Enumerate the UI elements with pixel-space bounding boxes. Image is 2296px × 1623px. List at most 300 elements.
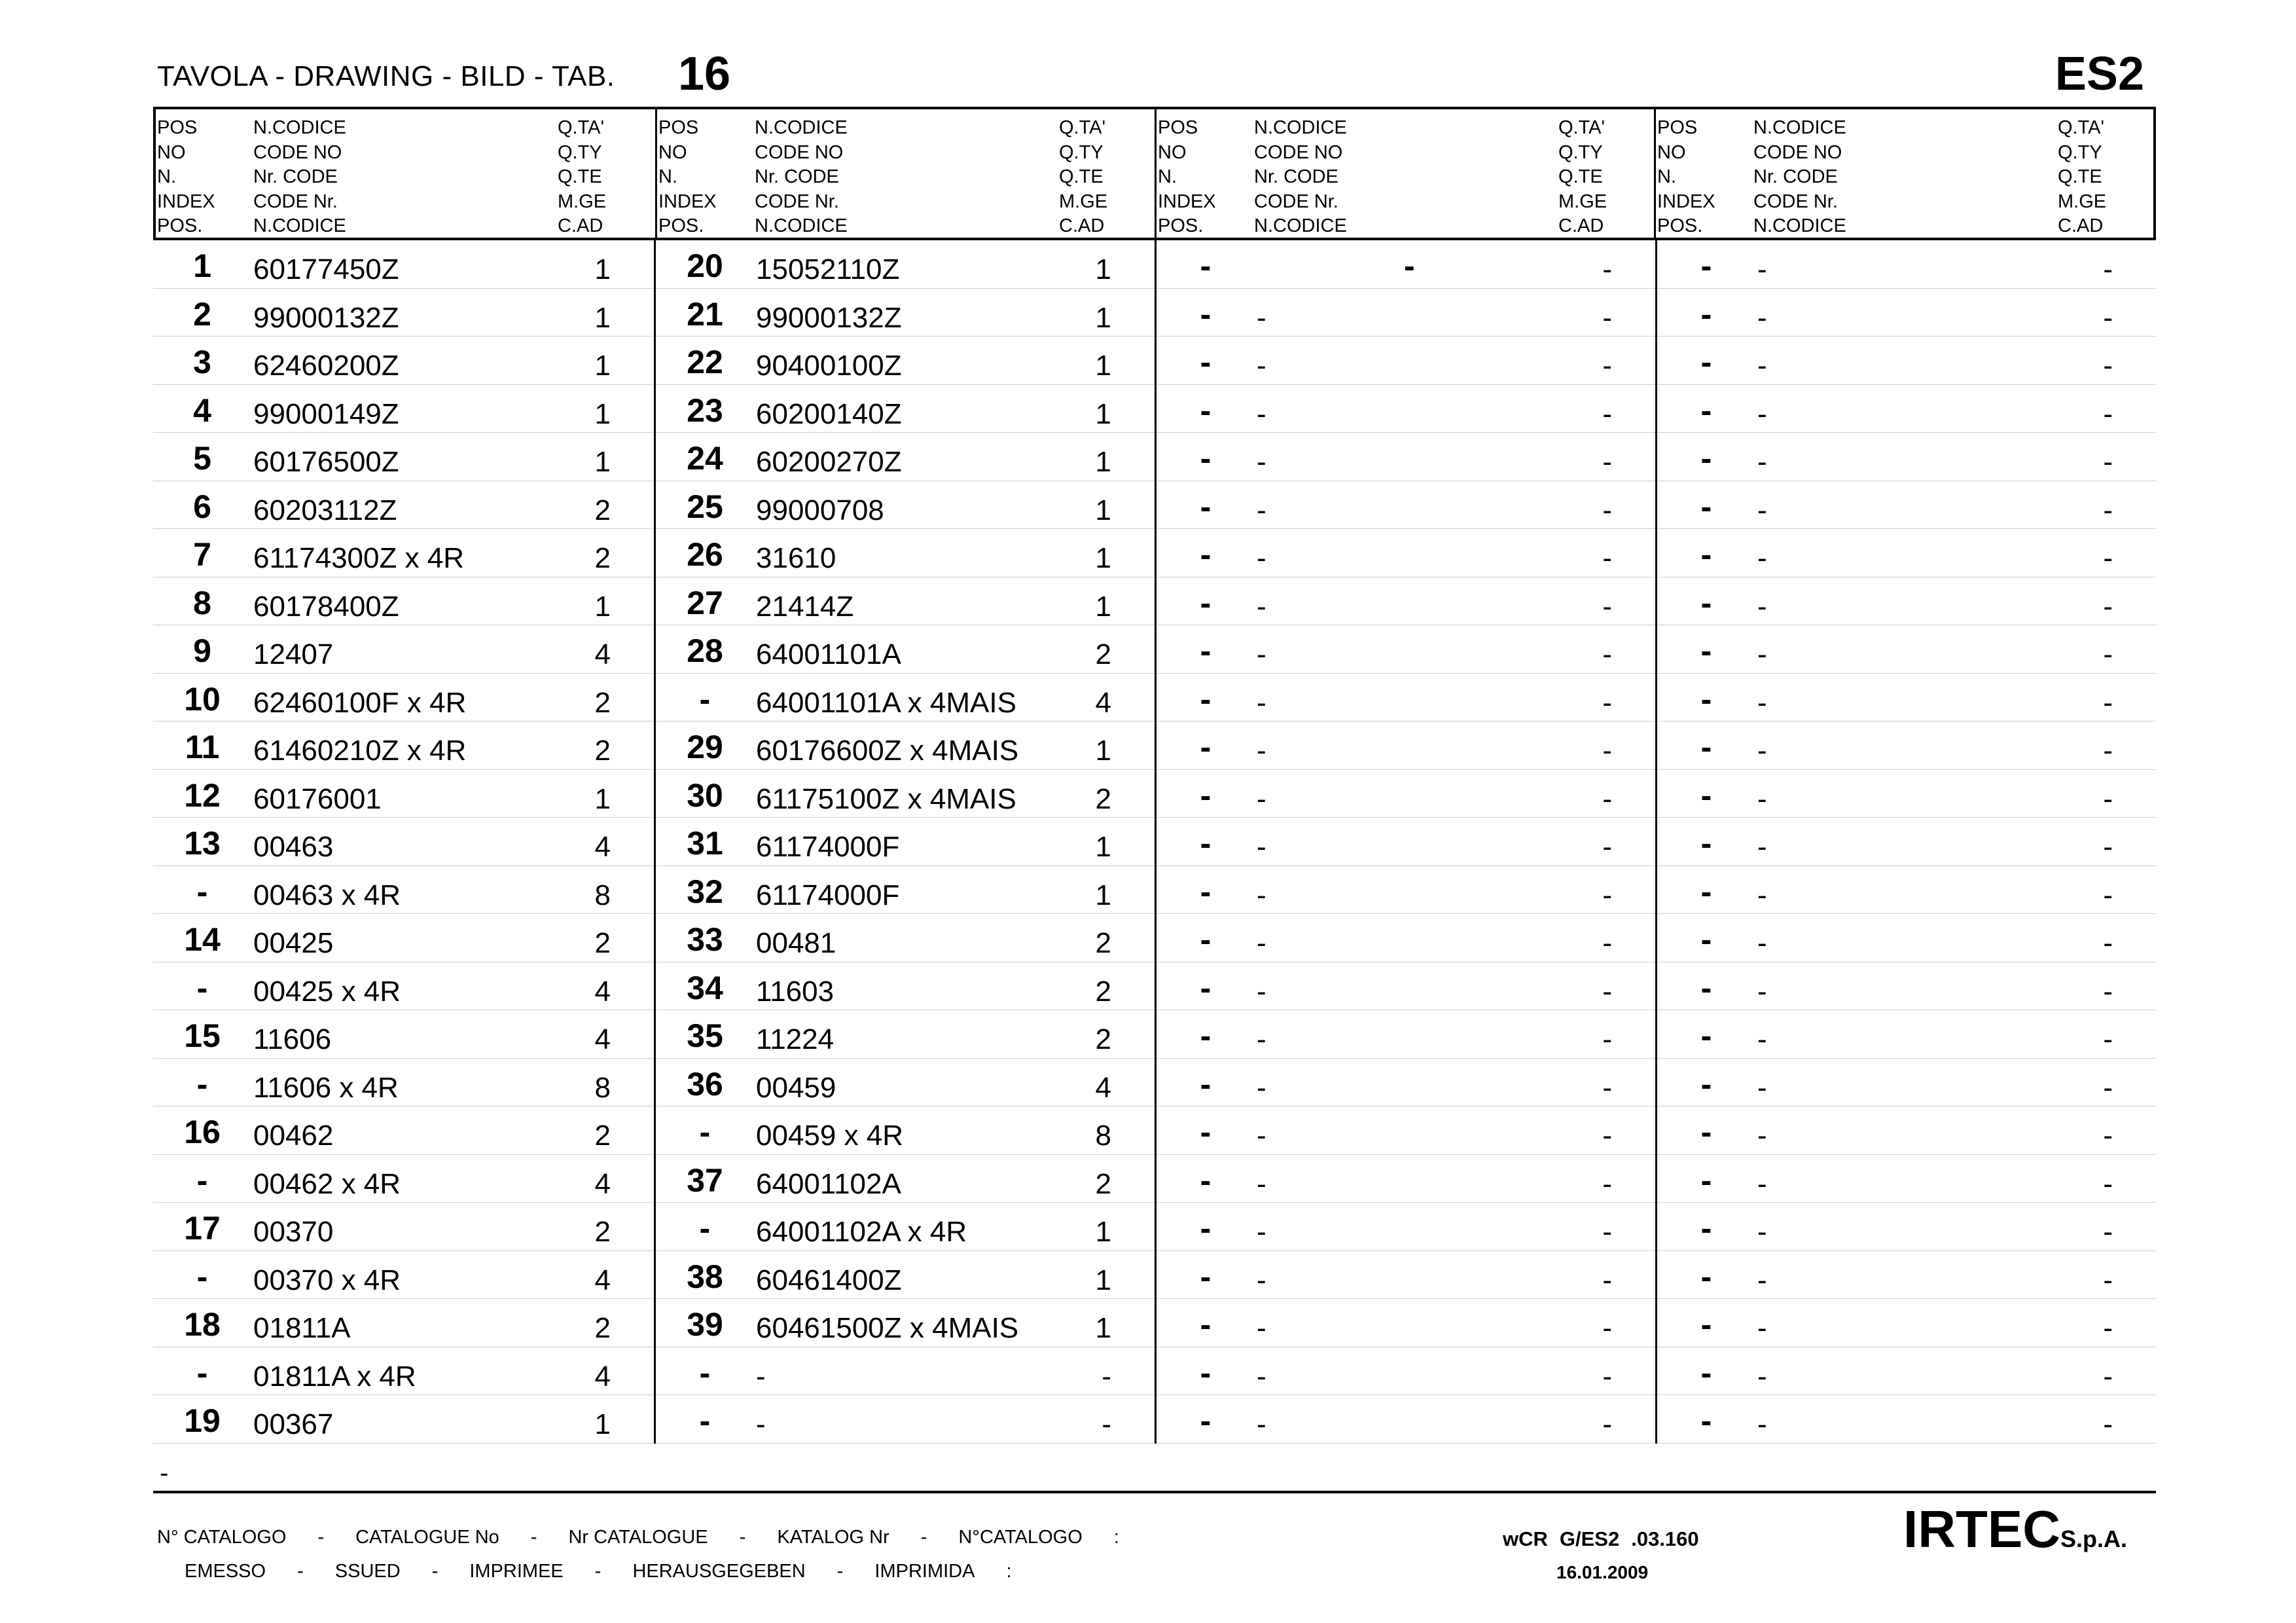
quantity: 4	[594, 831, 611, 863]
table-row	[656, 1059, 1155, 1107]
quantity: -	[1602, 542, 1612, 574]
position-number: -	[699, 1402, 711, 1439]
table-row	[1657, 289, 2156, 337]
part-code: -	[1257, 590, 1266, 623]
part-code: -	[1257, 927, 1266, 959]
position-number: 1	[193, 247, 211, 284]
table-row	[153, 1347, 654, 1396]
quantity: 1	[594, 397, 611, 430]
quantity: -	[1602, 831, 1612, 863]
issued-label: IMPRIMIDA	[874, 1561, 975, 1582]
position-number: 22	[687, 344, 723, 380]
table-row	[153, 1203, 654, 1251]
position-number: 19	[184, 1402, 221, 1439]
position-number: 31	[687, 825, 723, 862]
part-code: 60177450Z	[253, 253, 399, 285]
position-number: -	[1200, 921, 1211, 958]
part-code: 60461400Z	[756, 1264, 902, 1296]
quantity: -	[1602, 1216, 1612, 1248]
part-code: -	[1257, 735, 1266, 767]
table-row	[1157, 1203, 1655, 1251]
part-code: -	[1757, 638, 1767, 670]
table-row	[153, 1299, 654, 1347]
table-row	[1157, 385, 1655, 433]
quantity: 1	[594, 782, 611, 815]
quantity: 1	[594, 350, 611, 382]
catalog-label: -	[920, 1527, 927, 1548]
table-row	[153, 1106, 654, 1155]
position-number: -	[1700, 536, 1712, 573]
quantity: 1	[1095, 1216, 1111, 1248]
table-row	[656, 914, 1155, 962]
header-label: N.CODICE	[1254, 117, 1347, 138]
position-number: -	[1700, 1161, 1712, 1199]
quantity: -	[2103, 253, 2113, 285]
footer-divider	[153, 1491, 2156, 1493]
position-number: -	[196, 873, 208, 910]
position-number: -	[1200, 969, 1211, 1006]
quantity: -	[1602, 879, 1612, 911]
quantity: -	[2103, 686, 2113, 719]
quantity: -	[1602, 1360, 1612, 1393]
quantity: -	[2103, 879, 2113, 911]
header-column	[1654, 109, 2153, 238]
position-number: 6	[193, 488, 211, 525]
position-number: -	[1200, 536, 1211, 573]
header-pos-labels	[658, 116, 717, 239]
catalog-label: N° CATALOGO	[157, 1527, 287, 1548]
position-number: 25	[687, 488, 723, 525]
part-code: 60176500Z	[253, 446, 399, 478]
part-code: 00462	[253, 1120, 334, 1152]
header-label: NO	[1158, 141, 1187, 163]
table-row	[153, 577, 654, 626]
table-row	[656, 1106, 1155, 1155]
quantity: 2	[1095, 927, 1111, 959]
position-number: -	[1200, 729, 1211, 765]
table-row	[656, 1395, 1155, 1444]
part-code: 61174000F	[756, 879, 900, 911]
position-number: 29	[687, 729, 723, 765]
table-row	[1657, 866, 2156, 915]
header-label: M.GE	[1059, 191, 1108, 212]
quantity: 2	[1095, 975, 1111, 1008]
part-code: -	[1757, 927, 1767, 959]
part-code: -	[1257, 542, 1266, 574]
position-number: -	[1200, 1402, 1211, 1439]
quantity: 1	[1095, 397, 1111, 430]
position-number: 20	[687, 247, 723, 284]
position-number: -	[1700, 969, 1712, 1006]
table-row	[656, 1010, 1155, 1059]
table-row	[1157, 1106, 1655, 1155]
quantity: -	[2103, 1023, 2113, 1055]
header-column	[156, 109, 655, 238]
quantity: 1	[1095, 542, 1111, 574]
quantity: -	[2103, 638, 2113, 670]
quantity: 2	[594, 686, 611, 719]
position-number: -	[1200, 632, 1211, 669]
position-number: -	[1700, 873, 1712, 910]
table-row	[656, 818, 1155, 866]
placeholder-dash: -	[1404, 247, 1415, 284]
part-code: -	[1757, 590, 1767, 623]
position-number: -	[1700, 1306, 1712, 1343]
part-code: 60200270Z	[756, 446, 902, 478]
part-code: 60178400Z	[253, 590, 399, 623]
part-code: -	[1257, 782, 1266, 815]
table-row	[153, 721, 654, 770]
position-number: -	[1200, 1306, 1211, 1343]
part-code: 60203112Z	[253, 494, 397, 526]
position-number: -	[1200, 584, 1211, 621]
table-column	[1155, 240, 1655, 1444]
position-number: -	[1200, 344, 1211, 380]
quantity: -	[2103, 782, 2113, 815]
header-label: N.	[1158, 166, 1177, 187]
position-number: 9	[193, 632, 211, 669]
header-label: CODE Nr.	[755, 191, 839, 212]
header-label: Nr. CODE	[253, 166, 338, 187]
header-label: M.GE	[558, 191, 607, 212]
header-label: C.AD	[1059, 215, 1105, 236]
table-row	[1157, 577, 1655, 626]
quantity: 4	[594, 1023, 611, 1055]
quantity: -	[1602, 253, 1612, 285]
header-label: N.CODICE	[253, 215, 346, 236]
part-code: -	[1257, 350, 1266, 382]
table-row	[153, 625, 654, 674]
table-row	[656, 866, 1155, 915]
table-row	[153, 289, 654, 337]
part-code: 90400100Z	[756, 350, 902, 382]
quantity: 4	[594, 638, 611, 670]
table-row	[1157, 818, 1655, 866]
table-row	[153, 962, 654, 1011]
part-code: 00463 x 4R	[253, 879, 401, 911]
catalog-number-part: .03.160	[1631, 1527, 1699, 1550]
table-row	[656, 337, 1155, 385]
quantity: -	[1602, 1071, 1612, 1104]
position-number: 27	[687, 584, 723, 621]
header-pos-labels	[1158, 116, 1216, 239]
header-code-labels	[1254, 116, 1347, 239]
position-number: -	[1200, 1354, 1211, 1391]
table-row	[1157, 1059, 1655, 1107]
quantity: -	[1602, 975, 1612, 1008]
position-number: -	[1700, 440, 1712, 477]
table-row	[1157, 240, 1655, 289]
part-code: -	[1757, 350, 1767, 382]
position-number: 5	[193, 440, 211, 477]
table-row	[153, 1059, 654, 1107]
table-row	[1657, 1010, 2156, 1059]
table-row	[1657, 1059, 2156, 1107]
position-number: -	[1700, 1065, 1712, 1103]
header-label: C.AD	[1558, 215, 1604, 236]
quantity: 4	[594, 975, 611, 1008]
catalog-label: :	[1113, 1527, 1119, 1548]
quantity: 1	[594, 301, 611, 334]
quantity: 1	[1095, 350, 1111, 382]
table-row	[656, 1299, 1155, 1347]
part-code: -	[1757, 1360, 1767, 1393]
part-code: 00459 x 4R	[756, 1120, 904, 1152]
part-code: 61460210Z x 4R	[253, 735, 467, 767]
part-code: -	[1757, 686, 1767, 719]
table-row	[1157, 1251, 1655, 1300]
part-code: 01811A	[253, 1312, 351, 1344]
part-code: 64001101A x 4MAIS	[756, 686, 1016, 719]
table-row	[1657, 914, 2156, 962]
quantity: -	[2103, 975, 2113, 1008]
part-code: -	[1257, 1360, 1266, 1393]
header-qty-labels	[1558, 116, 1607, 239]
header-label: Q.TY	[558, 141, 602, 163]
quantity: 1	[1095, 253, 1111, 285]
table-body	[153, 240, 2156, 1444]
header-label: NO	[1657, 141, 1686, 163]
position-number: 11	[185, 729, 220, 765]
table-header	[153, 107, 2156, 240]
table-row	[1157, 962, 1655, 1011]
quantity: 1	[1095, 446, 1111, 478]
issued-labels	[185, 1561, 1043, 1582]
position-number: -	[1700, 488, 1712, 525]
part-code: -	[1757, 301, 1767, 334]
part-code: 00370 x 4R	[253, 1264, 401, 1296]
part-code: -	[1257, 446, 1266, 478]
part-code: -	[756, 1408, 766, 1440]
part-code: 11606 x 4R	[253, 1071, 399, 1104]
position-number: 23	[687, 392, 723, 429]
table-row	[1157, 721, 1655, 770]
table-row	[1657, 337, 2156, 385]
part-code: 99000708	[756, 494, 884, 526]
position-number: 21	[687, 295, 723, 333]
part-code: 15052110Z	[756, 253, 900, 285]
table-row	[153, 529, 654, 577]
part-code: -	[1257, 831, 1266, 863]
position-number: 33	[687, 921, 723, 958]
header-label: Nr. CODE	[755, 166, 839, 187]
table-row	[153, 866, 654, 915]
quantity: 2	[1095, 1023, 1111, 1055]
position-number: -	[1700, 1017, 1712, 1054]
table-row	[1657, 770, 2156, 818]
catalog-number-part: G/ES2	[1559, 1527, 1620, 1550]
part-code: 64001102A	[756, 1167, 901, 1200]
part-code: 11224	[756, 1023, 834, 1055]
part-code: 11603	[756, 975, 834, 1008]
quantity: 1	[1095, 735, 1111, 767]
quantity: 1	[1095, 879, 1111, 911]
header-label: POS.	[658, 215, 704, 236]
part-code: -	[1757, 975, 1767, 1008]
table-row	[1657, 818, 2156, 866]
table-row	[1657, 1106, 2156, 1155]
part-code: -	[1757, 494, 1767, 526]
part-code: -	[1257, 1408, 1266, 1440]
part-code: -	[1757, 1120, 1767, 1152]
position-number: -	[1200, 825, 1211, 862]
table-row	[1657, 577, 2156, 626]
part-code: 01811A x 4R	[253, 1360, 416, 1393]
quantity: 8	[594, 879, 611, 911]
quantity: -	[2103, 494, 2113, 526]
table-row	[153, 914, 654, 962]
table-row	[1657, 433, 2156, 481]
quantity: 2	[594, 1312, 611, 1344]
table-row	[656, 385, 1155, 433]
table-row	[1657, 1203, 2156, 1251]
table-row	[1157, 337, 1655, 385]
part-code: -	[1257, 1071, 1266, 1104]
header-label: POS	[1158, 117, 1198, 138]
table-row	[1157, 625, 1655, 674]
part-code: -	[1757, 831, 1767, 863]
part-code: 61174300Z x 4R	[253, 542, 465, 574]
header-label: Q.TA'	[1059, 117, 1106, 138]
header-label: C.AD	[2058, 215, 2104, 236]
quantity: -	[2103, 735, 2113, 767]
table-row	[656, 1155, 1155, 1203]
table-row	[1157, 914, 1655, 962]
part-code: 99000132Z	[253, 301, 399, 334]
part-code: 21414Z	[756, 590, 854, 623]
header-label: Q.TE	[558, 166, 602, 187]
header-label: INDEX	[157, 191, 215, 212]
part-code: 62460200Z	[253, 350, 399, 382]
quantity: 1	[1095, 494, 1111, 526]
quantity: -	[2103, 1120, 2113, 1152]
quantity: -	[1602, 686, 1612, 719]
part-code: -	[1257, 1120, 1266, 1152]
position-number: -	[1200, 440, 1211, 477]
catalog-number-part: wCR	[1503, 1527, 1548, 1550]
model-code: ES2	[2054, 48, 2144, 100]
table-row	[1657, 625, 2156, 674]
position-number: 24	[687, 440, 723, 477]
quantity: -	[1602, 735, 1612, 767]
table-row	[1657, 721, 2156, 770]
header-label: POS	[658, 117, 699, 138]
part-code: -	[1757, 1408, 1767, 1440]
part-code: 00463	[253, 831, 334, 863]
table-row	[656, 1347, 1155, 1396]
catalog-label: -	[317, 1527, 325, 1548]
table-row	[1657, 1155, 2156, 1203]
position-number: -	[1200, 1258, 1211, 1295]
part-code: 64001102A x 4R	[756, 1216, 967, 1248]
table-row	[1657, 962, 2156, 1011]
header-label: C.AD	[558, 215, 603, 236]
header-column	[1155, 109, 1654, 238]
page-title: TAVOLA - DRAWING - BILD - TAB.	[157, 60, 615, 92]
position-number: 36	[687, 1065, 723, 1103]
part-code: 60176600Z x 4MAIS	[756, 735, 1019, 767]
header-qty-labels	[2058, 116, 2106, 239]
header-label: POS.	[1158, 215, 1204, 236]
part-code: -	[1257, 494, 1266, 526]
header-label: CODE Nr.	[1254, 191, 1338, 212]
header-label: Q.TE	[1059, 166, 1103, 187]
table-row	[1657, 385, 2156, 433]
quantity: 4	[594, 1167, 611, 1200]
position-number: 39	[687, 1306, 723, 1343]
part-code: -	[756, 1360, 766, 1393]
header-label: M.GE	[1558, 191, 1607, 212]
catalog-label: KATALOG Nr	[777, 1527, 889, 1548]
quantity: 2	[1095, 638, 1111, 670]
issued-label: SSUED	[334, 1561, 401, 1582]
header-label: CODE NO	[253, 141, 342, 163]
header-label: N.CODICE	[755, 117, 848, 138]
table-row	[1657, 529, 2156, 577]
table-row	[153, 433, 654, 481]
position-number: 2	[193, 295, 211, 333]
position-number: -	[1700, 1114, 1712, 1150]
part-code: -	[1257, 686, 1266, 719]
quantity: -	[1602, 1312, 1612, 1344]
catalog-label: -	[530, 1527, 537, 1548]
table-row	[656, 433, 1155, 481]
header-label: INDEX	[1158, 191, 1216, 212]
quantity: -	[2103, 1312, 2113, 1344]
quantity: 2	[594, 927, 611, 959]
position-number: 30	[687, 776, 723, 814]
position-number: -	[1700, 921, 1712, 958]
position-number: -	[1200, 392, 1211, 429]
part-code: 31610	[756, 542, 836, 574]
quantity: 4	[594, 1264, 611, 1296]
quantity: -	[2103, 1264, 2113, 1296]
header-label: N.CODICE	[1753, 215, 1846, 236]
part-code: 60176001	[253, 782, 382, 815]
table-row	[1157, 1395, 1655, 1444]
part-code: 62460100F x 4R	[253, 686, 467, 719]
part-code: 00459	[756, 1071, 836, 1104]
header-label: INDEX	[1657, 191, 1715, 212]
part-code: 00367	[253, 1408, 334, 1440]
header-label: CODE NO	[755, 141, 844, 163]
header-label: Nr. CODE	[1753, 166, 1838, 187]
issued-label: IMPRIMEE	[469, 1561, 564, 1582]
table-row	[153, 337, 654, 385]
quantity: -	[2103, 397, 2113, 430]
part-code: -	[1757, 1312, 1767, 1344]
position-number: -	[196, 1161, 208, 1199]
quantity: -	[2103, 446, 2113, 478]
position-number: -	[1700, 1210, 1712, 1247]
header-label: Q.TA'	[558, 117, 605, 138]
position-number: 28	[687, 632, 723, 669]
position-number: -	[1200, 488, 1211, 525]
part-code: -	[1257, 879, 1266, 911]
part-code: -	[1257, 1264, 1266, 1296]
header-code-labels	[1753, 116, 1846, 239]
quantity: 2	[594, 494, 611, 526]
header-label: INDEX	[658, 191, 717, 212]
table-row	[656, 770, 1155, 818]
part-code: -	[1257, 1023, 1266, 1055]
quantity: -	[2103, 350, 2113, 382]
position-number: 16	[184, 1114, 221, 1150]
quantity: -	[2103, 1360, 2113, 1393]
table-row	[656, 721, 1155, 770]
quantity: 1	[594, 446, 611, 478]
table-row	[656, 481, 1155, 530]
